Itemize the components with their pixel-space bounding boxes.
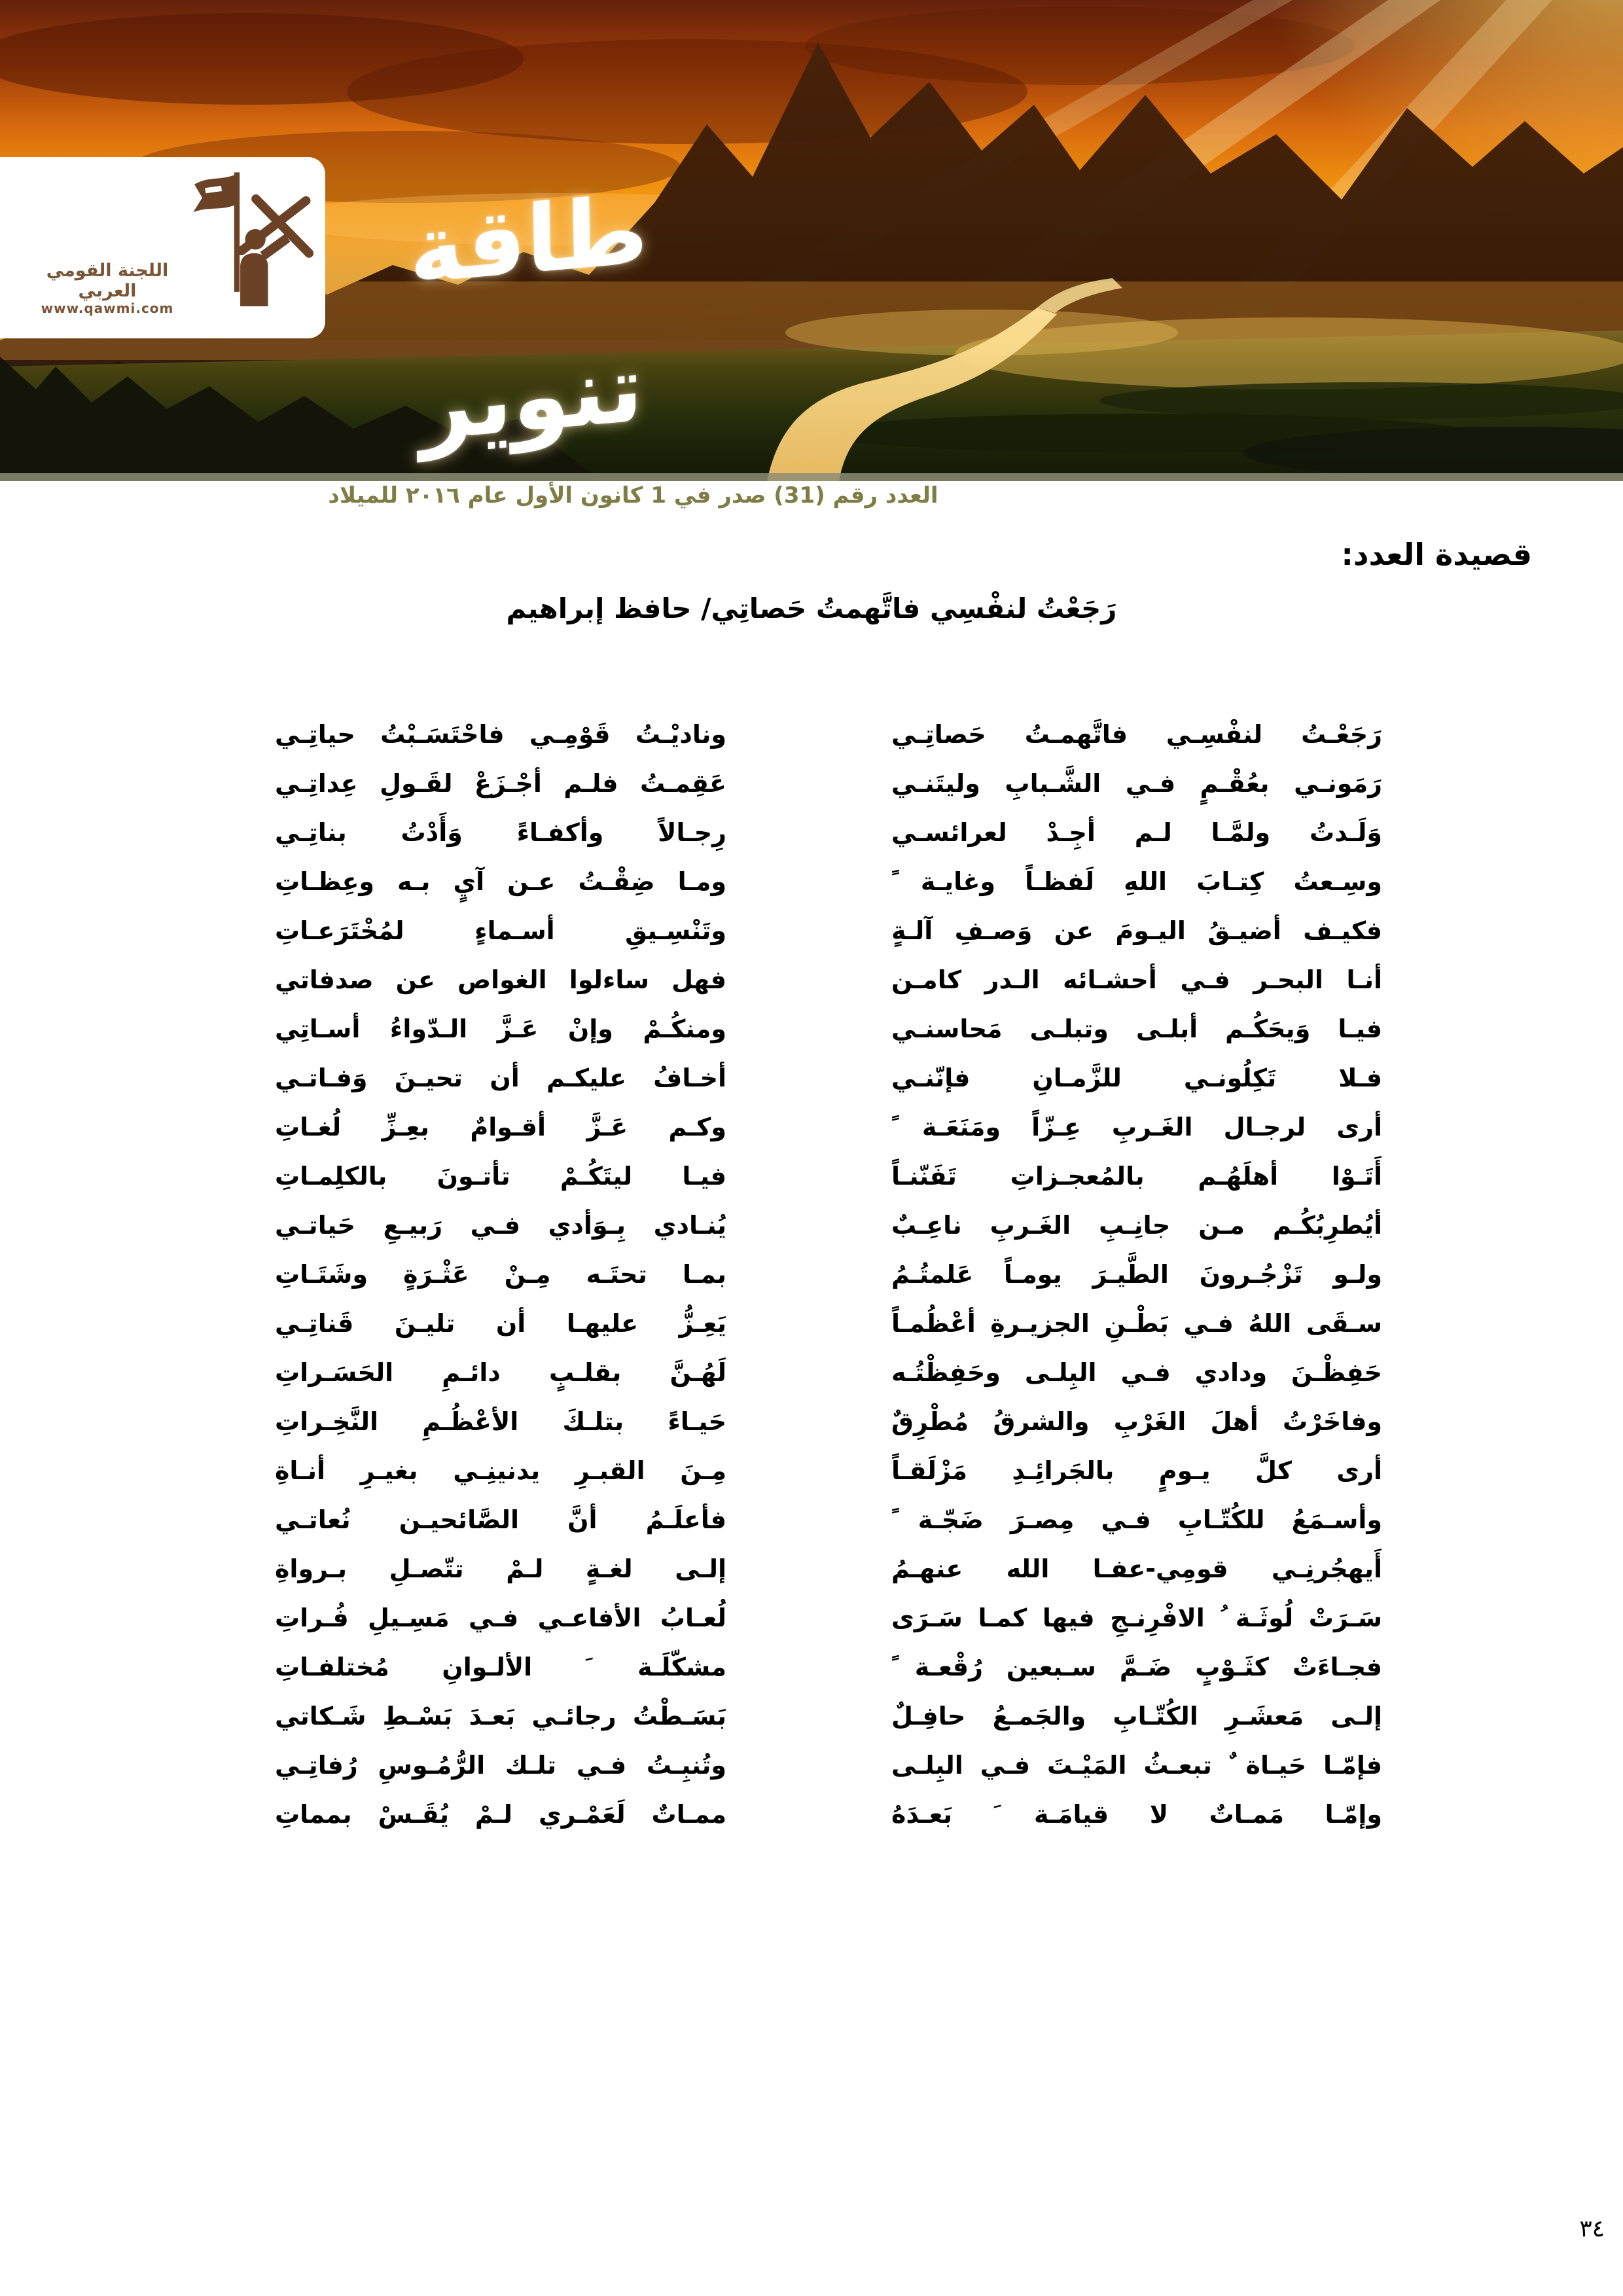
poem-line: فجـاءَتْ كثَـوْبٍ ضَـمَّ سـبعين رُقْعـة ً: [891, 1653, 1382, 1681]
poem-line: فأعلَـمُ أنَّ الصَّائحيـن نُعاتـي: [275, 1505, 726, 1534]
poem-line: فـلا تَكِلُونـي للزَّمـانِ فإنّنـي: [891, 1064, 1382, 1092]
poem-line: إلـى لغـةٍ لـمْ تتّصـلِ بـرواةِ: [275, 1554, 726, 1583]
poem-column-second-hemistichs: [275, 710, 726, 1839]
poem-line: وتَنْسِـيقِ أسـماءٍ لمُخْتَرَعـاتِ: [275, 916, 726, 945]
poem-line: وفاخَرْتُ أهلَ الغَرْبِ والشرقُ مُطْرِقٌ: [891, 1407, 1382, 1436]
poem-line: إلـى مَعشَـرِ الكُتّـابِ والجَمـعُ حافِـلٌ: [891, 1702, 1382, 1731]
poem-line: لُعـابُ الأفاعـي فـي مَسِـيلِ فُـراتِ: [275, 1604, 726, 1632]
poem-line: فيـا وَيحَكُـم أبلـى وتبلـى مَحاسنـي: [891, 1014, 1382, 1043]
poem-line: مشكّلَـة َ الألـوانِ مُختلفـاتِ: [275, 1653, 726, 1681]
poem-line: فيـا ليتَكُـمْ تأتـونَ بالكلِمـاتِ: [275, 1162, 726, 1191]
poem-line: أيُطرِبُكُـم مـن جانِـبِ الغَـربِ ناعِـبٌ: [891, 1211, 1382, 1240]
poem-line: مِـنَ القبـرِ يدنينِـي بغيـرِ أنـاةِ: [275, 1456, 726, 1485]
poem-line: ولـو تَزْجُـرونَ الطَّيـرَ يومـاً عَلمتُـمُ: [891, 1260, 1382, 1289]
poem-line: حَفِظْـنَ ودادي فـي البِلـى وحَفِظْتُـه: [891, 1358, 1382, 1387]
poem-line: يَعِـزُّ عليهـا أن تليـنَ قَناتِـي: [275, 1309, 726, 1338]
poem-line: وإمّـا مَمـاتٌ لا قيامَـة َ بَعـدَهُ: [891, 1800, 1382, 1829]
poem-line: فهل ساءلوا الغواص عن صدفاتي: [275, 965, 726, 994]
poem-line: عَقِمـتُ فلـم أجْـزَعْ لقَـولِ عِداتِـي: [275, 769, 726, 798]
poem-line: فكيـف أضيـقُ اليـومَ عن وَصـفِ آلـةٍ: [891, 916, 1382, 945]
section-label: قصيدة العدد:: [1341, 537, 1532, 572]
poem-line: رَمَونـي بعُقْـمٍ فـي الشَّـبابِ وليتَنـي: [891, 769, 1382, 798]
poem-line: أنـا البحـر فـي أحشـائه الـدر كامـن: [891, 965, 1382, 994]
poem-line: حَيـاءً بتلـكَ الأعْظُـمِ النَّخِـراتِ: [275, 1407, 726, 1436]
issue-info-line: العدد رقم (31) صدر في 1 كانون الأول عام ٢٠١٦ للميلاد: [328, 482, 938, 509]
logo-org-name: اللجنة القومي العربي: [46, 260, 169, 301]
poem-line: أرى كلَّ يـومٍ بالجَرائِـدِ مَزْلَقـاً: [891, 1456, 1382, 1485]
flag-figure-logo-icon: [180, 168, 317, 306]
page-number: ٣٤: [1579, 2215, 1605, 2242]
poem-line: أَيهجُرنِـي قومِي-عفـا الله عنهـمُ: [891, 1554, 1382, 1583]
poem-line: بَسَـطْتُ رجائـي بَعـدَ بَسْـطِ شَـكاتي: [275, 1702, 726, 1731]
poem-line: وناديْـتُ قَوْمِـي فاحْتَسَـبْتُ حياتِـي: [275, 720, 726, 749]
poem-column-first-hemistichs: [891, 710, 1382, 1839]
poem-line: أَتَـوْا أهلَهُـم بالمُعجـزاتِ تَفَنّنـاً: [891, 1162, 1382, 1191]
logo-text: [22, 260, 192, 316]
poem-line: وأسـمَعُ للكُتّـابِ فـي مِصـرَ ضَجّـة ً: [891, 1505, 1382, 1534]
masthead-photo: [0, 0, 1623, 481]
poem-line: لَهُـنَّ بقلـبٍ دائـمِ الحَسَـراتِ: [275, 1358, 726, 1387]
masthead-calligraphy-title: طاقة تنوير: [408, 175, 649, 462]
poem-line: يُنـادي بِـوَأدي فـي رَبيـعِ حَياتـي: [275, 1211, 726, 1240]
poem-line: وتُنبِـتُ فـي تلـك الرُّمُـوسِ رُفاتِـي: [275, 1751, 726, 1780]
poem-title: رَجَعْتُ لنفْسِي فاتَّهمتُ حَصاتِي/ حافظ إبراهيم: [506, 592, 1117, 624]
poem-line: ومـا ضِقْـتُ عـن آيٍ بـه وعِظـاتِ: [275, 867, 726, 896]
poem-line: بمـا تحتَـه مِـنْ عَثْـرَةٍ وشَتَـاتِ: [275, 1260, 726, 1289]
poem-line: وسِـعتُ كِتـابَ اللهِ لَفظـاً وغايـة ً: [891, 867, 1382, 896]
poem-line: أخـافُ عليكـم أن تحيـنَ وَفـاتـي: [275, 1064, 726, 1092]
poem-line: رَجَعْـتُ لنفْسِـي فاتَّهمـتُ حَصاتِـي: [891, 720, 1382, 749]
poem-line: سـقَى اللهُ فـي بَطْـنِ الجزيـرةِ أعْظُمـاً: [891, 1309, 1382, 1338]
poem-line: ممـاتٌ لَعَمْـري لـمْ يُقَـسْ بمماتِ: [275, 1800, 726, 1829]
poem-line: ومنكُـمْ وإنْ عَـزَّ الـدّواءُ أسـاتِي: [275, 1014, 726, 1043]
poem-line: رِجـالاً وأكفـاءً وَأَدْتُ بناتِـي: [275, 818, 726, 847]
poem-line: أرى لرجـال الغَـربِ عِـزّاً ومَنَعَـة ً: [891, 1113, 1382, 1141]
poem-line: سَـرَتْ لُوثَـة ُ الافْرِنـجِ فيها كمـا سَـرَى: [891, 1604, 1382, 1632]
logo-box: [0, 157, 325, 338]
logo-website: www.qawmi.com: [41, 300, 174, 316]
poem-line: وكـم عَـزَّ أقـوامٌ بعِـزِّ لُغـاتِ: [275, 1113, 726, 1141]
poem-line: وَلَـدتُ ولمَّـا لـم أجِـدْ لعرائسـي: [891, 818, 1382, 847]
poem-line: فإمّـا حَيـاة ٌ تبعـثُ المَيْـتَ فـي البِلـى: [891, 1751, 1382, 1780]
